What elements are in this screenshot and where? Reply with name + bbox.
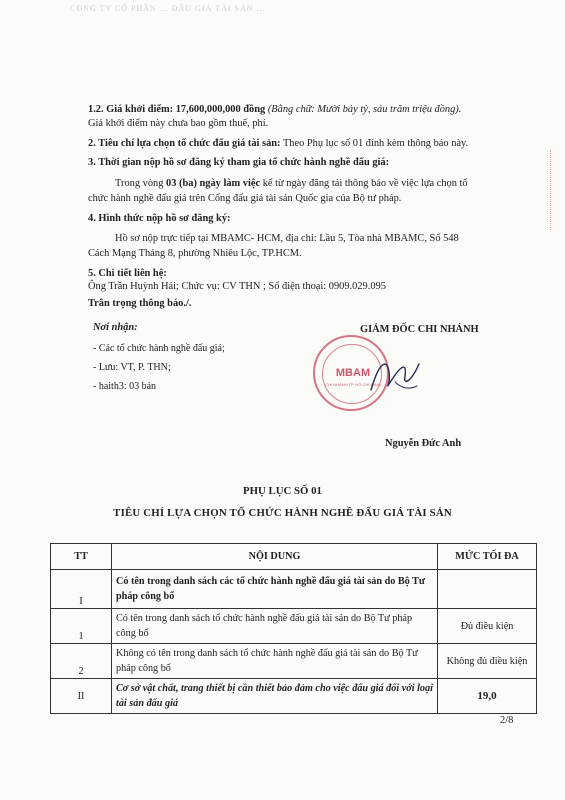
s3-l1-pre: Trong vòng bbox=[115, 178, 164, 189]
row-max: Không đủ điều kiện bbox=[438, 644, 537, 679]
stamp-sub-text: CHI NHÁNH TP. HỒ CHÍ MINH bbox=[325, 382, 381, 387]
page-number: 2/8 bbox=[500, 715, 514, 726]
row-content: Có tên trong danh sách các tổ chức hành nghề đấu giá tài sản do Bộ Tư pháp công bố bbox=[112, 570, 438, 609]
s3-label: 3. Thời gian nộp hồ sơ đăng ký tham gia tổ chức hành nghề đấu giá: bbox=[88, 157, 390, 168]
recipient-3: - haith3: 03 bản bbox=[93, 381, 157, 392]
appendix-subtitle: TIÊU CHÍ LỰA CHỌN TỔ CHỨC HÀNH NGHỀ ĐẤU GIÁ TÀI SẢN bbox=[113, 507, 452, 519]
s3-l1-post: kể từ ngày đăng tải thông báo về việc lựa chọn tổ bbox=[262, 178, 468, 189]
stamp-logo-text: MBAM bbox=[335, 367, 371, 379]
recipient-1: - Các tổ chức hành nghề đấu giá; bbox=[93, 343, 225, 354]
row-max bbox=[438, 570, 537, 609]
s3-line1 bbox=[115, 177, 468, 191]
row-tt: 2 bbox=[51, 644, 112, 679]
s12-note: Giá khởi điểm này chưa bao gồm thuế, phí. bbox=[88, 118, 269, 129]
table-row bbox=[51, 609, 537, 644]
recipient-2: - Lưu: VT, P. THN; bbox=[93, 362, 171, 373]
s12-line bbox=[88, 103, 461, 117]
header-tt: TT bbox=[51, 544, 112, 570]
row-tt: 1 bbox=[51, 609, 112, 644]
row-content: Cơ sở vật chất, trang thiết bị cần thiết bảo đảm cho việc đấu giá đối với loại tài sản đấu giá bbox=[112, 679, 438, 714]
table-row bbox=[51, 644, 537, 679]
s12-words: (Bằng chữ: Mười bảy tỷ, sáu trăm triệu đồng). bbox=[267, 104, 462, 115]
header-max: MỨC TỐI ĐA bbox=[438, 544, 537, 570]
row-tt: I bbox=[51, 570, 112, 609]
s5-contact: Ông Trần Huỳnh Hải; Chức vụ: CV THN ; Số điện thoại: 0909.029.095 bbox=[88, 281, 386, 292]
handwritten-signature bbox=[365, 352, 425, 397]
s3-line2: chức hành nghề đấu giá trên Cổng đấu giá tài sản Quốc gia của Bộ tư pháp. bbox=[88, 193, 402, 204]
table-row bbox=[51, 570, 537, 609]
s4-line1: Hồ sơ nộp trực tiếp tại MBAMC- HCM, địa chỉ: Lầu 5, Tòa nhà MBAMC, Số 548 bbox=[115, 233, 459, 244]
table-header-row bbox=[51, 544, 537, 570]
s4-label: 4. Hình thức nộp hồ sơ đăng ký: bbox=[88, 213, 231, 224]
signer-name: Nguyễn Đức Anh bbox=[385, 438, 462, 449]
row-tt: II bbox=[51, 679, 112, 714]
recipients-title: Nơi nhận: bbox=[93, 322, 138, 333]
s2-line bbox=[88, 137, 468, 151]
s5-label: 5. Chi tiết liên hệ: bbox=[88, 268, 167, 279]
row-content: Không có tên trong danh sách tổ chức hành nghề đấu giá tài sản do Bộ Tư pháp công bố bbox=[112, 644, 438, 679]
table-row bbox=[51, 679, 537, 714]
criteria-table bbox=[50, 543, 537, 714]
signature-title: GIÁM ĐỐC CHI NHÁNH bbox=[360, 324, 479, 335]
s4-line2: Cách Mạng Tháng 8, phường Nhiêu Lộc, TP.HCM. bbox=[88, 248, 302, 259]
edge-mark bbox=[550, 150, 553, 230]
s2-label: 2. Tiêu chí lựa chọn tổ chức đấu giá tài sản: bbox=[88, 138, 281, 149]
appendix-title: PHỤ LỤC SỐ 01 bbox=[243, 485, 322, 497]
s5-closing: Trân trọng thông báo./. bbox=[88, 298, 192, 309]
top-header-faint: CONG TY CỔ PHẦN ... ĐẤU GIÁ TÀI SẢN ... bbox=[70, 4, 266, 13]
row-content: Có tên trong danh sách tổ chức hành nghề đấu giá tài sản do Bộ Tư pháp công bố bbox=[112, 609, 438, 644]
row-max: 19,0 bbox=[438, 679, 537, 714]
s12-label: 1.2. Giá khởi điểm: 17,600,000,000 đồng bbox=[88, 104, 266, 115]
row-max: Đủ điều kiện bbox=[438, 609, 537, 644]
s2-text: Theo Phụ lục số 01 đính kèm thông báo này. bbox=[282, 138, 469, 149]
s3-l1-bold: 03 (ba) ngày làm việc bbox=[166, 178, 261, 189]
header-content: NỘI DUNG bbox=[112, 544, 438, 570]
